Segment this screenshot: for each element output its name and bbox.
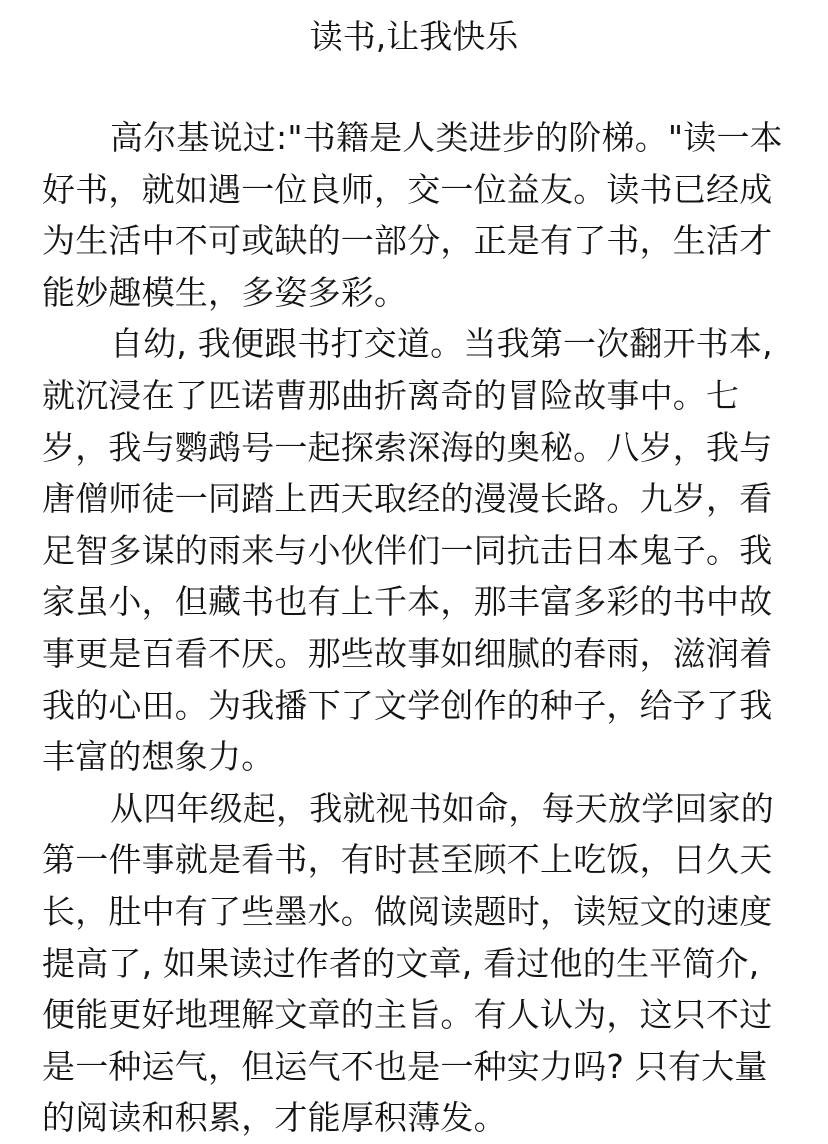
text-line: 家虽小，但藏书也有上千本，那丰富多彩的书中故 (42, 582, 773, 622)
document-body (42, 112, 786, 1144)
text-line: 提高了, 如果读过作者的文章, 看过他的生平简介, (42, 943, 760, 983)
text-line: 我的心田。为我播下了文学创作的种子，给予了我 (42, 685, 773, 725)
paragraph-1 (42, 112, 786, 318)
document-title: 读书,让我快乐 (309, 17, 519, 56)
text-line: 从四年级起，我就视书如命，每天放学回家的 (110, 788, 774, 828)
text-line: 长，肚中有了些墨水。做阅读题时，读短文的速度 (42, 891, 773, 931)
text-line: 好书，就如遇一位良师，交一位益友。读书已经成 (42, 169, 773, 209)
text-line: 丰富的想象力。 (42, 737, 275, 777)
text-line: 能妙趣模生，多姿多彩。 (42, 272, 408, 312)
text-line: 足智多谋的雨来与小伙伴们一同抗击日本鬼子。我 (42, 530, 773, 570)
paragraph-2 (42, 318, 786, 782)
text-line: 为生活中不可或缺的一部分，正是有了书，生活才 (42, 221, 773, 261)
text-line: 的阅读和积累，才能厚积薄发。 (42, 1098, 507, 1138)
text-line: 事更是百看不厌。那些故事如细腻的春雨，滋润着 (42, 633, 773, 673)
text-line: 自幼, 我便跟书打交道。当我第一次翻开书本, (110, 324, 773, 364)
text-line: 高尔基说过:"书籍是人类进步的阶梯。"读一本 (110, 118, 783, 157)
text-line: 便能更好地理解文章的主旨。有人认为，这只不过 (42, 995, 773, 1035)
text-line: 是一种运气，但运气不也是一种实力吗? 只有大量 (42, 1046, 768, 1086)
text-line: 岁，我与鹦鹉号一起探索深海的奥秘。八岁，我与 (42, 427, 773, 467)
paragraph-3 (42, 783, 786, 1144)
text-line: 唐僧师徒一同踏上西天取经的漫漫长路。九岁，看 (42, 479, 773, 519)
text-line: 就沉浸在了匹诺曹那曲折离奇的冒险故事中。七 (42, 375, 740, 415)
text-line: 第一件事就是看书，有时甚至顾不上吃饭，日久天 (42, 840, 773, 880)
